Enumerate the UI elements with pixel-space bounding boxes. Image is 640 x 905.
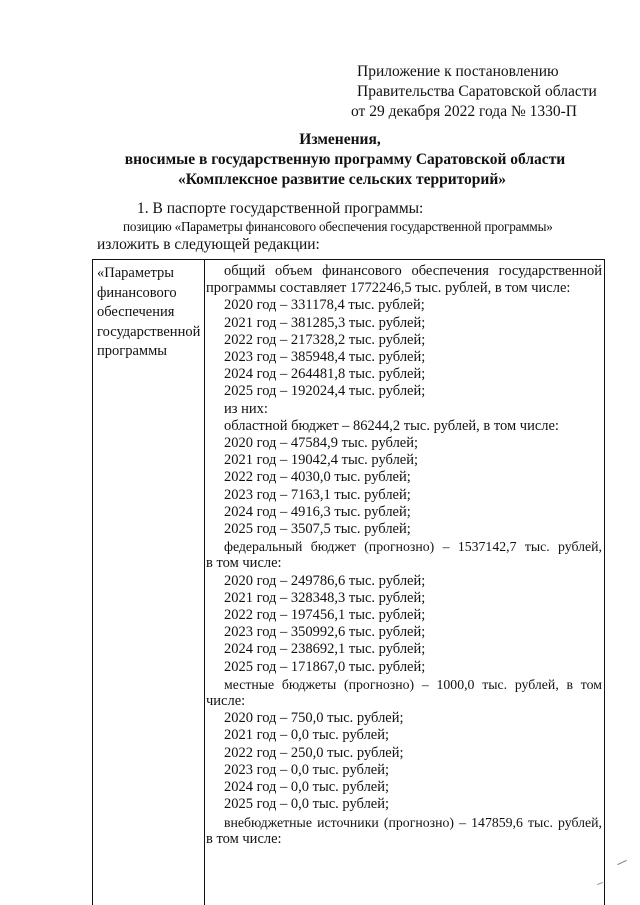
column-separator	[204, 260, 205, 905]
label-line: «Параметры	[97, 265, 174, 281]
total-year: 2022 год – 217328,2 тыс. рублей;	[224, 331, 426, 348]
total-year: 2020 год – 331178,4 тыс. рублей;	[224, 297, 425, 314]
local-year: 2020 год – 750,0 тыс. рублей;	[224, 710, 404, 727]
extra-budget-line-a: внебюджетные источники (прогнозно) – 147859,6 тыс. рублей,	[224, 814, 602, 830]
title-line-1: Изменения,	[299, 131, 381, 148]
local-year: 2025 год – 0,0 тыс. рублей;	[224, 796, 390, 813]
regional-year: 2023 год – 7163,1 тыс. рублей;	[224, 486, 411, 503]
local-year: 2022 год – 250,0 тыс. рублей;	[224, 744, 404, 761]
local-budget-line-b: числе:	[206, 693, 246, 710]
regional-year: 2020 год – 47584,9 тыс. рублей;	[224, 435, 419, 452]
federal-budget-line-b: в том числе:	[206, 555, 282, 572]
federal-budget-line-a: федеральный бюджет (прогнозно) – 1537142,7 тыс. рублей,	[224, 539, 602, 555]
document-title	[0, 130, 640, 190]
scan-speck	[617, 860, 626, 865]
extra-budget-line-b: в том числе:	[206, 830, 282, 847]
parameter-value-cell	[206, 263, 602, 848]
label-line: обеспечения	[97, 304, 175, 320]
appendix-line-3: от 29 декабря 2022 года № 1330-П	[351, 103, 577, 120]
regional-year: 2021 год – 19042,4 тыс. рублей;	[224, 452, 419, 469]
total-year: 2021 год – 381285,3 тыс. рублей;	[224, 314, 426, 331]
total-year: 2024 год – 264481,8 тыс. рублей;	[224, 366, 426, 383]
federal-year: 2025 год – 171867,0 тыс. рублей;	[224, 658, 426, 675]
federal-year: 2020 год – 249786,6 тыс. рублей;	[224, 572, 426, 589]
regional-year: 2025 год – 3507,5 тыс. рублей;	[224, 521, 411, 538]
total-line-b: программы составляет 1772246,5 тыс. рублей, в том числе:	[206, 280, 571, 297]
parameter-label-cell	[97, 264, 203, 362]
federal-year: 2021 год – 328348,3 тыс. рублей;	[224, 589, 426, 606]
title-line-3: «Комплексное развитие сельских территорий»	[177, 171, 507, 188]
regional-budget-line: областной бюджет – 86244,2 тыс. рублей, в том числе:	[224, 417, 559, 434]
federal-year: 2022 год – 197456,1 тыс. рублей;	[224, 607, 426, 624]
parameters-table	[92, 259, 605, 905]
of-them-label: из них:	[224, 400, 268, 417]
local-year: 2024 год – 0,0 тыс. рублей;	[224, 779, 390, 796]
intro-item: 1. В паспорте государственной программы:	[137, 200, 424, 217]
title-line-2: вносимые в государственную программу Саратовской области	[124, 151, 566, 168]
regional-year: 2024 год – 4916,3 тыс. рублей;	[224, 503, 411, 520]
local-year: 2023 год – 0,0 тыс. рублей;	[224, 761, 390, 778]
total-year: 2023 год – 385948,4 тыс. рублей;	[224, 349, 426, 366]
appendix-line-2: Правительства Саратовской области	[357, 83, 597, 100]
appendix-line-1: Приложение к постановлению	[357, 63, 559, 80]
appendix-header	[345, 62, 597, 122]
local-budget-line-a: местные бюджеты (прогнозно) – 1000,0 тыс. рублей, в том	[224, 676, 602, 692]
total-line-a: общий объем финансового обеспечения государственной	[224, 263, 602, 279]
total-year: 2025 год – 192024,4 тыс. рублей;	[224, 383, 426, 400]
local-year: 2021 год – 0,0 тыс. рублей;	[224, 727, 390, 744]
federal-year: 2023 год – 350992,6 тыс. рублей;	[224, 624, 426, 641]
label-line: государственной	[97, 323, 201, 340]
label-line: финансового	[97, 284, 177, 301]
intro-position: позицию «Параметры финансового обеспечения государственной программы»	[123, 219, 553, 234]
label-line: программы	[97, 343, 167, 359]
federal-year: 2024 год – 238692,1 тыс. рублей;	[224, 641, 426, 658]
intro-text	[97, 200, 607, 254]
intro-action: изложить в следующей редакции:	[97, 236, 320, 253]
regional-year: 2022 год – 4030,0 тыс. рублей;	[224, 469, 411, 486]
